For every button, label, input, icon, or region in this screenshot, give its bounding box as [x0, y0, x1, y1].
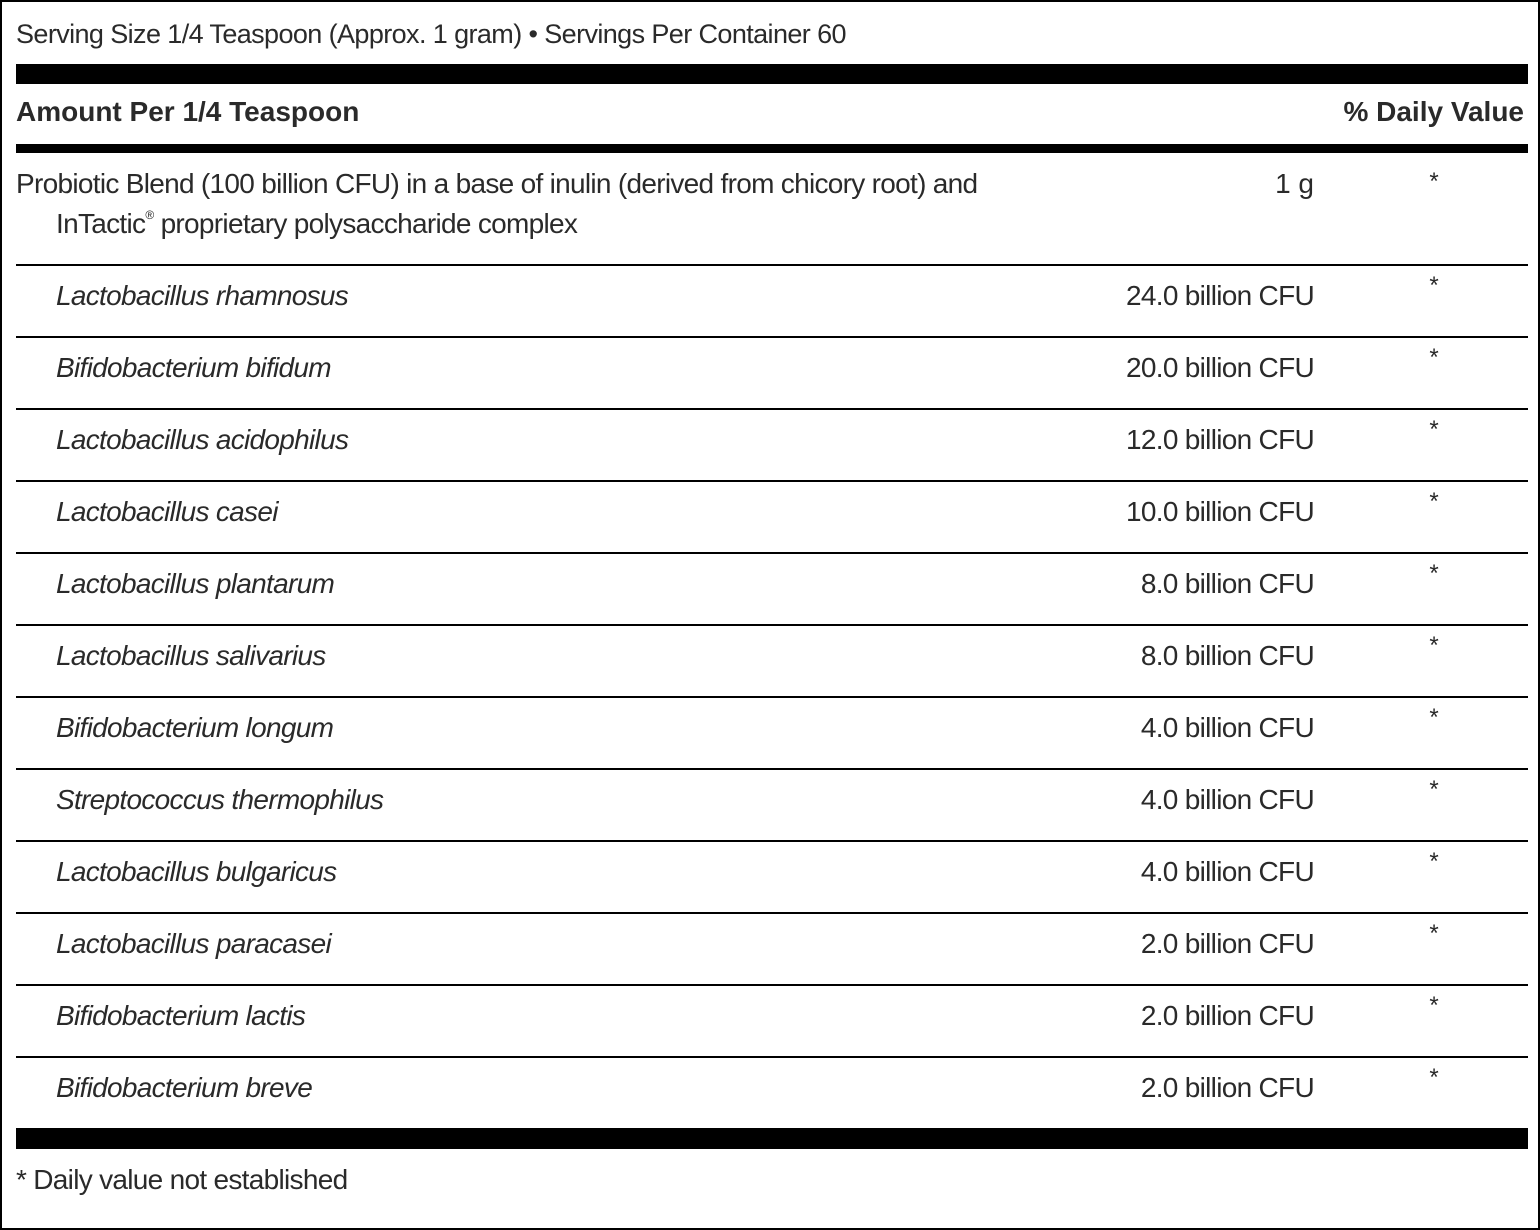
strain-row — [16, 840, 1528, 912]
thick-divider-bottom — [16, 1128, 1528, 1149]
strain-amount: 4.0 billion CFU — [1140, 784, 1314, 815]
blend-brand-name: InTactic — [56, 208, 146, 239]
strain-name: Lactobacillus casei — [56, 496, 278, 527]
strain-name: Lactobacillus acidophilus — [56, 424, 349, 455]
strain-daily-value: * — [1429, 848, 1439, 875]
serving-size-line: Serving Size 1/4 Teaspoon (Approx. 1 gram) • Servings Per Container 60 — [16, 19, 846, 49]
strain-amount: 4.0 billion CFU — [1140, 856, 1314, 887]
strain-row — [16, 336, 1528, 408]
strain-daily-value: * — [1429, 488, 1439, 515]
strain-amount: 24.0 billion CFU — [1126, 280, 1314, 311]
strain-name: Bifidobacterium longum — [56, 712, 334, 743]
strain-name: Lactobacillus plantarum — [56, 568, 335, 599]
strain-daily-value: * — [1429, 632, 1439, 659]
strain-amount: 4.0 billion CFU — [1140, 712, 1314, 743]
strain-row — [16, 696, 1528, 768]
strain-name: Bifidobacterium bifidum — [56, 352, 331, 383]
strain-row — [16, 624, 1528, 696]
strain-daily-value: * — [1429, 272, 1439, 299]
strain-amount: 20.0 billion CFU — [1126, 352, 1314, 383]
probiotic-blend-row — [16, 162, 1528, 264]
strain-row — [16, 264, 1528, 336]
blend-description-suffix: proprietary polysaccharide complex — [153, 208, 578, 239]
strain-row — [16, 984, 1528, 1056]
strain-row — [16, 552, 1528, 624]
strain-amount: 2.0 billion CFU — [1140, 928, 1314, 959]
strain-daily-value: * — [1429, 992, 1439, 1019]
strain-amount: 8.0 billion CFU — [1140, 568, 1314, 599]
strain-daily-value: * — [1429, 1064, 1439, 1091]
strain-daily-value: * — [1429, 704, 1439, 731]
strain-name: Lactobacillus bulgaricus — [56, 856, 337, 887]
strain-daily-value: * — [1429, 416, 1439, 443]
strain-daily-value: * — [1429, 344, 1439, 371]
strain-row — [16, 912, 1528, 984]
daily-value-footnote: * Daily value not established — [16, 1164, 348, 1195]
strain-row — [16, 408, 1528, 480]
medium-divider — [16, 144, 1528, 153]
strain-amount: 10.0 billion CFU — [1126, 496, 1314, 527]
strain-amount: 8.0 billion CFU — [1140, 640, 1314, 671]
strain-row — [16, 768, 1528, 840]
strain-name: Bifidobacterium breve — [56, 1072, 313, 1103]
strain-row — [16, 1056, 1528, 1128]
strain-name: Lactobacillus paracasei — [56, 928, 331, 959]
blend-description-line-1: Probiotic Blend (100 billion CFU) in a base of inulin (derived from chicory root) and — [16, 168, 978, 199]
blend-amount: 1 g — [1275, 168, 1314, 199]
strain-daily-value: * — [1429, 776, 1439, 803]
daily-value-heading: % Daily Value — [1343, 96, 1524, 127]
blend-description-line-2 — [56, 204, 577, 244]
strain-row — [16, 480, 1528, 552]
strain-amount: 12.0 billion CFU — [1126, 424, 1314, 455]
strain-daily-value: * — [1429, 920, 1439, 947]
registered-mark: ® — [145, 208, 154, 222]
strain-name: Streptococcus thermophilus — [56, 784, 384, 815]
amount-per-serving-heading: Amount Per 1/4 Teaspoon — [16, 96, 360, 127]
strain-daily-value: * — [1429, 560, 1439, 587]
strain-amount: 2.0 billion CFU — [1140, 1072, 1314, 1103]
strain-name: Lactobacillus salivarius — [56, 640, 326, 671]
strain-name: Lactobacillus rhamnosus — [56, 280, 349, 311]
blend-daily-value: * — [1429, 168, 1439, 195]
thick-divider-top — [16, 64, 1528, 84]
strain-amount: 2.0 billion CFU — [1140, 1000, 1314, 1031]
strain-name: Bifidobacterium lactis — [56, 1000, 306, 1031]
